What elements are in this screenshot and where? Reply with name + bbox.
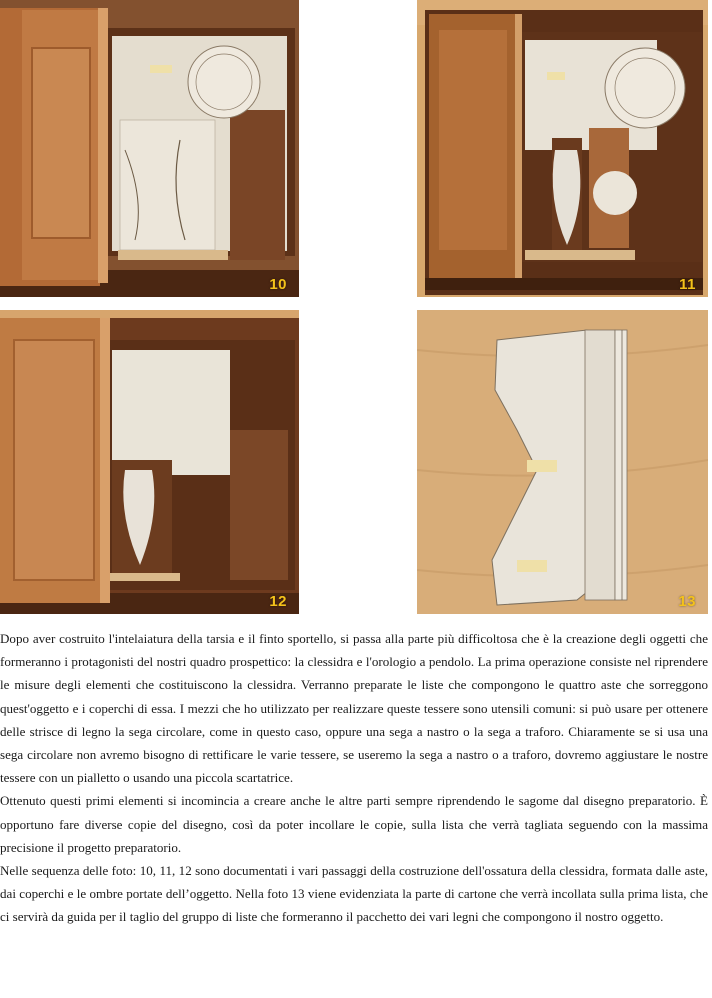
photo-11 (417, 0, 708, 297)
photo-12-image (0, 310, 299, 614)
photo-10-image (0, 0, 299, 297)
photo-number: 12 (269, 593, 287, 610)
paragraph: Nelle sequenza delle foto: 10, 11, 12 sono documentati i vari passaggi della costruzione dell'ossatura della clessidra, formata dalle aste, dai coperchi e le ombre portate dell’oggetto. Nella foto 13 viene evidenziata la parte di cartone che verrà incollata sulla prima lista, che ci servirà da guida per il taglio del gruppo di liste che formeranno il pacchetto dei vari legni che compongono il nostro oggetto. (0, 863, 708, 925)
paragraph: Ottenuto questi primi elementi si incomincia a creare anche le altre parti sempre riprendendo le sagome dal disegno preparatorio. È opportuno fare diverse copie del disegno, così da poter incollare le copie, sulla lista che verrà tagliata seguendo con la massima precisione il progetto preparatorio. (0, 793, 708, 855)
photo-13 (417, 310, 708, 614)
photo-number: 10 (269, 276, 287, 293)
photo-13-image (417, 310, 708, 614)
photo-12 (0, 310, 299, 614)
photo-10 (0, 0, 299, 297)
photo-11-image (417, 0, 708, 297)
photo-number: 13 (678, 593, 696, 610)
paragraph: Dopo aver costruito l'intelaiatura della tarsia e il finto sportello, si passa alla parte più difficoltosa che è la creazione degli oggetti che formeranno i protagonisti del nostri quadro prospettico: la clessidra e l'orologio a pendolo. La prima operazione consiste nel riprendere le misure degli elementi che costituiscono la clessidra. Verranno preparate le liste che compongono le quattro aste che sorreggono quest'oggetto e i coperchi di essa. I mezzi che ho utilizzato per realizzare queste tessere sono utensili comuni: si può usare per ottenere delle strisce di legno la sega circolare, come in questo caso, oppure una sega a nastro o la sega a traforo. Chiaramente se si usa una sega circolare non avremo bisogno di rettificare le varie tessere, se useremo la sega a nastro o a traforo, dovremo aggiustare le nostre tessere con un pialletto o usando una piccola scartatrice. (0, 631, 708, 786)
article-text (0, 627, 708, 929)
photo-number: 11 (679, 276, 696, 293)
